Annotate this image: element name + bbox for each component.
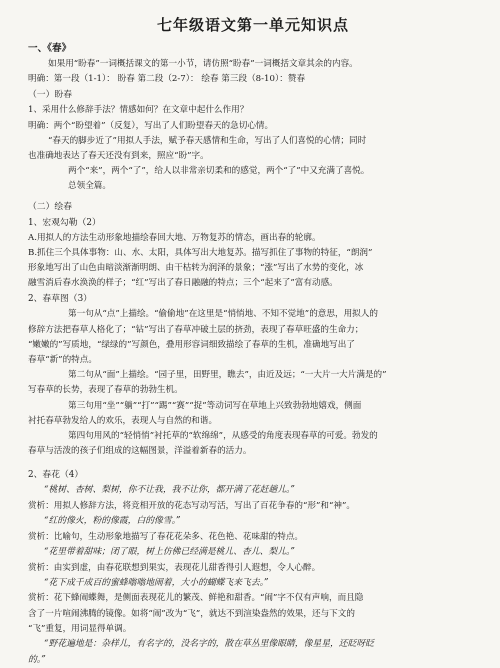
answer-line: 总领全篇。 bbox=[68, 181, 111, 192]
quote: “花里带着甜味；闭了眼，树上仿佛已经满是桃儿、杏儿、梨儿。” bbox=[44, 547, 295, 558]
quote: “花下成千成百的蜜蜂嗡嗡地闹着，大小的蝴蝶飞来飞去。” bbox=[44, 577, 269, 588]
answer-line: 两个“来”，两个“了”，给人以非常亲切柔和的感觉，两个“了”中又充满了喜悦。 bbox=[68, 166, 370, 177]
subsection-heading-panchun: （一）盼春 bbox=[28, 90, 72, 101]
quote: “红的像火，粉的像霞，白的像雪。” bbox=[44, 516, 181, 527]
paragraph: B.抓住三个具体事物：山、水、太阳，具体写出大地复苏。描写抓住了事物的特征，“朗润” bbox=[28, 247, 373, 258]
paragraph: 衬托春草勃发给人的欢乐，表现人与自然的和谐。 bbox=[28, 415, 218, 426]
quote: “桃树、杏树、梨树，你不让我，我不让你，都开满了花赶趟儿。” bbox=[44, 485, 295, 496]
paragraph: “嫩嫩的”写质地，“绿绿的”写颜色，叠用形容词细致描绘了春草的生机，准确地写出了 bbox=[28, 339, 355, 350]
question: 1、采用什么修辞手法？情感如何？在文章中起什么作用？ bbox=[28, 105, 249, 116]
page-title: 七年级语文第一单元知识点 bbox=[156, 16, 349, 34]
point-heading: 2、春草图（3） bbox=[28, 294, 92, 305]
paragraph: 如果用“盼春”一词概括课文的第一小节，请仿照“盼春”一词概括文章其余的内容。 bbox=[48, 59, 358, 69]
paragraph: 第三句用“坐”“躺”“打”“踢”“赛”“捉”等动词写在草地上兴致勃勃地嬉戏，侧面 bbox=[68, 400, 362, 411]
answer-line: 赏析：由实到虚，由春花联想到果实，表现花儿甜香得引人遐想，令人心醉。 bbox=[28, 562, 321, 573]
paragraph: 明确：第一段（1-1）： 盼春 第二段（2-7）： 绘春 第三段（8-10）：赞春 bbox=[28, 74, 306, 85]
paragraph: 修辞方法把春草人格化了；“钻”写出了春草冲破土层的挤劲，表现了春草旺盛的生命力； bbox=[28, 324, 364, 335]
section-heading-chun: 一、《春》 bbox=[28, 43, 72, 54]
paragraph: 春草“新”的特点。 bbox=[28, 355, 97, 366]
paragraph: 第四句用风的“轻悄悄”衬托草的“软绵绵”，从感受的角度表现春草的可爱。勃发的 bbox=[68, 431, 378, 442]
answer-line: 也准确地表达了春天还没有到来，照应“盼”字。 bbox=[28, 151, 209, 162]
quote: “野花遍地是：杂样儿，有名字的，没名字的，散在草丛里像眼睛，像星星，还眨呀眨 bbox=[44, 639, 374, 650]
subsection-heading-huichun: （二）绘春 bbox=[28, 201, 72, 212]
point-heading: 2、春花（4） bbox=[28, 470, 84, 481]
answer-line: “春天的脚步近了”用拟人手法，赋予春天感情和生命，写出了人们喜悦的心情；同时 bbox=[48, 135, 367, 146]
paragraph: 写春草的长势，表现了春草的勃勃生机。 bbox=[28, 385, 183, 396]
answer-line: 含了一片喧闹沸腾的镜像。如将“闹”改为“飞”，就达不到渲染盎然的效果，还与下文的 bbox=[28, 608, 355, 619]
point-heading: 1、宏观勾勒（2） bbox=[28, 217, 101, 228]
answer-line: 赏析：花下蜂闹蝶舞，是侧面表现花儿的繁茂、鲜艳和甜香。“闹”字不仅有声响，而且隐 bbox=[28, 593, 364, 604]
answer-line: 明确：两个“盼望着”（反复），写出了人们盼望春天的急切心情。 bbox=[28, 120, 274, 131]
quote: 的。” bbox=[28, 654, 46, 665]
paragraph: 第一句从“点”上描绘。“偷偷地”在这里是“悄悄地、不知不觉地”的意思，用拟人的 bbox=[68, 309, 378, 320]
paragraph: 第二句从“面”上描绘。“园子里，田野里，瞧去”，由近及远；“一大片一大片满是的” bbox=[68, 370, 387, 381]
paragraph: A.用拟人的方法生动形象地描绘春回大地、万物复苏的情态，画出春的轮廓。 bbox=[28, 232, 321, 243]
answer-line: 赏析：比喻句，生动形象地描写了春花花朵多、花色艳、花味甜的特点。 bbox=[28, 531, 304, 542]
answer-line: 赏析：用拟人修辞方法，将竞相开放的花态写动写活，写出了百花争春的“形”和“神”。 bbox=[28, 501, 355, 512]
paragraph: 形象地写出了山色由暗淡渐渐明朗、由干枯转为润泽的景象；“涨”写出了水势的变化，冰 bbox=[28, 263, 364, 274]
answer-line: “飞”重复，用词显得单调。 bbox=[28, 623, 132, 634]
paragraph: 融雪消后春水涣涣的样子；“红”写出了春日融融的特点；三个“起来了”富有动感。 bbox=[28, 278, 338, 289]
paragraph: 春草与活泼的孩子们组成的这幅图景，洋溢着新春的活力。 bbox=[28, 446, 252, 457]
